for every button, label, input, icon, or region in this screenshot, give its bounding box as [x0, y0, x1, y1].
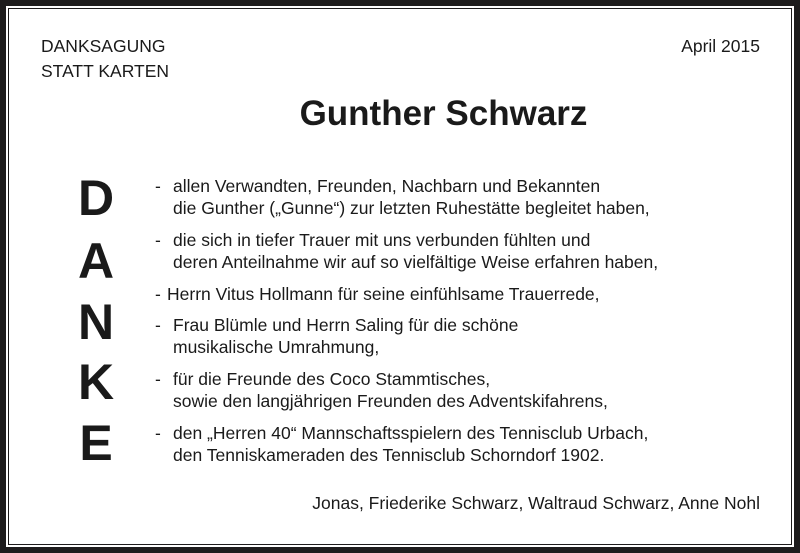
item-dash: -: [155, 284, 161, 304]
notice-title: Gunther Schwarz: [299, 94, 588, 133]
danke-letter-e: E: [79, 415, 113, 471]
item-line: Herrn Vitus Hollmann für seine einfühlsame Trauerrede,: [167, 284, 600, 304]
danke-letter-k: K: [77, 354, 115, 410]
item-line: deren Anteilnahme wir auf so vielfältige Weise erfahren haben,: [173, 252, 659, 272]
item-dash: -: [155, 176, 161, 196]
danke-letter-d: D: [77, 170, 115, 226]
item-line: die sich in tiefer Trauer mit uns verbunden fühlten und: [173, 230, 591, 250]
item-dash: -: [155, 423, 161, 443]
danke-letter-n: N: [77, 294, 115, 350]
header-left: [41, 34, 169, 84]
item-dash: -: [155, 369, 161, 389]
danke-letter-a: A: [77, 233, 115, 289]
item-line: für die Freunde des Coco Stammtisches,: [173, 369, 491, 389]
item-line: den Tenniskameraden des Tennisclub Schorndorf 1902.: [173, 445, 605, 465]
item-line: sowie den langjährigen Freunden des Adventskifahrens,: [173, 391, 608, 411]
item-line: musikalische Umrahmung,: [173, 337, 380, 357]
item-line: den „Herren 40“ Mannschaftsspielern des Tennisclub Urbach,: [173, 423, 649, 443]
item-dash: -: [155, 230, 161, 250]
item-line: allen Verwandten, Freunden, Nachbarn und Bekannten: [173, 176, 601, 196]
item-line: Frau Blümle und Herrn Saling für die schöne: [173, 315, 519, 335]
header-line-1: DANKSAGUNG: [41, 36, 166, 56]
header-line-2: STATT KARTEN: [41, 61, 170, 81]
signature: Jonas, Friederike Schwarz, Waltraud Schwarz, Anne Nohl: [312, 493, 760, 513]
item-dash: -: [155, 315, 161, 335]
item-line: die Gunther („Gunne“) zur letzten Ruhestätte begleitet haben,: [173, 198, 650, 218]
header-date: April 2015: [681, 36, 760, 56]
